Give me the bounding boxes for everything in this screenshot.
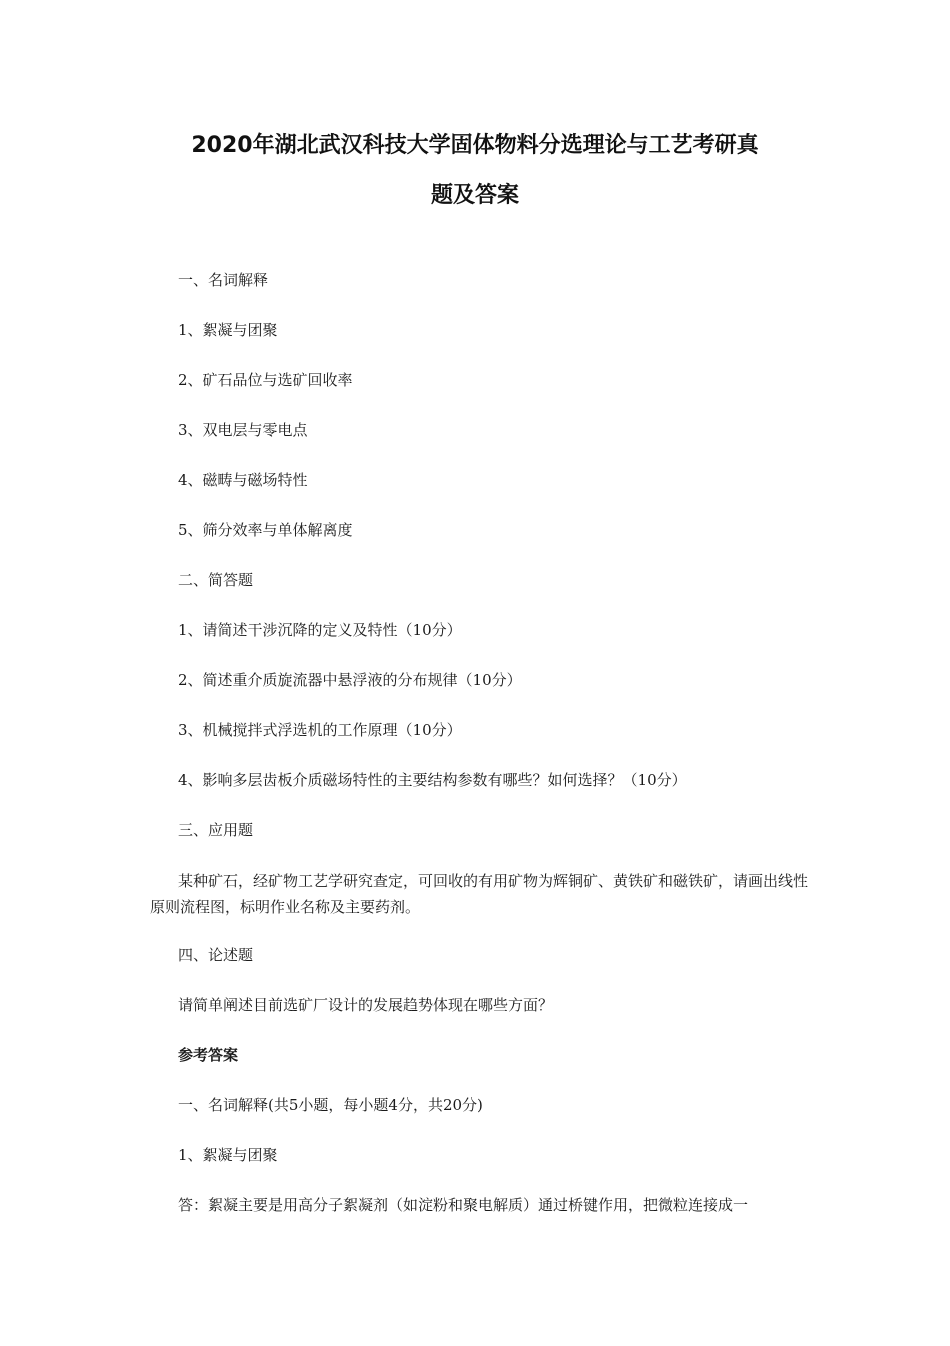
section-3-heading: 三、应用题 xyxy=(178,821,254,839)
section-4-heading: 四、论述题 xyxy=(178,946,254,964)
section-1-item: 2、矿石品位与选矿回收率 xyxy=(178,371,353,389)
document-title-line-1: 2020年湖北武汉科技大学固体物料分选理论与工艺考研真 xyxy=(191,133,759,158)
answers-heading: 参考答案 xyxy=(178,1046,239,1064)
answers-item-1-title: 1、絮凝与团聚 xyxy=(178,1146,278,1164)
section-1-item: 4、磁畴与磁场特性 xyxy=(178,471,308,489)
section-4-text: 请简单阐述目前选矿厂设计的发展趋势体现在哪些方面？ xyxy=(178,996,554,1014)
section-2-item: 4、影响多层齿板介质磁场特性的主要结构参数有哪些？如何选择？（10分） xyxy=(178,771,687,789)
section-1-item: 1、絮凝与团聚 xyxy=(178,321,278,339)
section-1-item: 5、筛分效率与单体解离度 xyxy=(178,521,353,539)
answers-item-1-text: 答：絮凝主要是用高分子絮凝剂（如淀粉和聚电解质）通过桥键作用，把微粒连接成一 xyxy=(178,1196,749,1214)
section-1-heading: 一、名词解释 xyxy=(178,271,269,289)
document-title-line-2: 题及答案 xyxy=(430,183,519,208)
section-2-item: 1、请简述干涉沉降的定义及特性（10分） xyxy=(178,621,462,639)
section-1-item: 3、双电层与零电点 xyxy=(178,421,308,439)
section-3-text: 某种矿石，经矿物工艺学研究查定，可回收的有用矿物为辉铜矿、黄铁矿和磁铁矿，请画出线性原则流程图，标明作业名称及主要药剂。 xyxy=(150,872,809,916)
section-2-item: 3、机械搅拌式浮选机的工作原理（10分） xyxy=(178,721,462,739)
answers-section-1-heading: 一、名词解释(共5小题，每小题4分，共20分) xyxy=(178,1096,483,1114)
section-2-item: 2、简述重介质旋流器中悬浮液的分布规律（10分） xyxy=(178,671,522,689)
section-2-heading: 二、简答题 xyxy=(178,571,254,589)
